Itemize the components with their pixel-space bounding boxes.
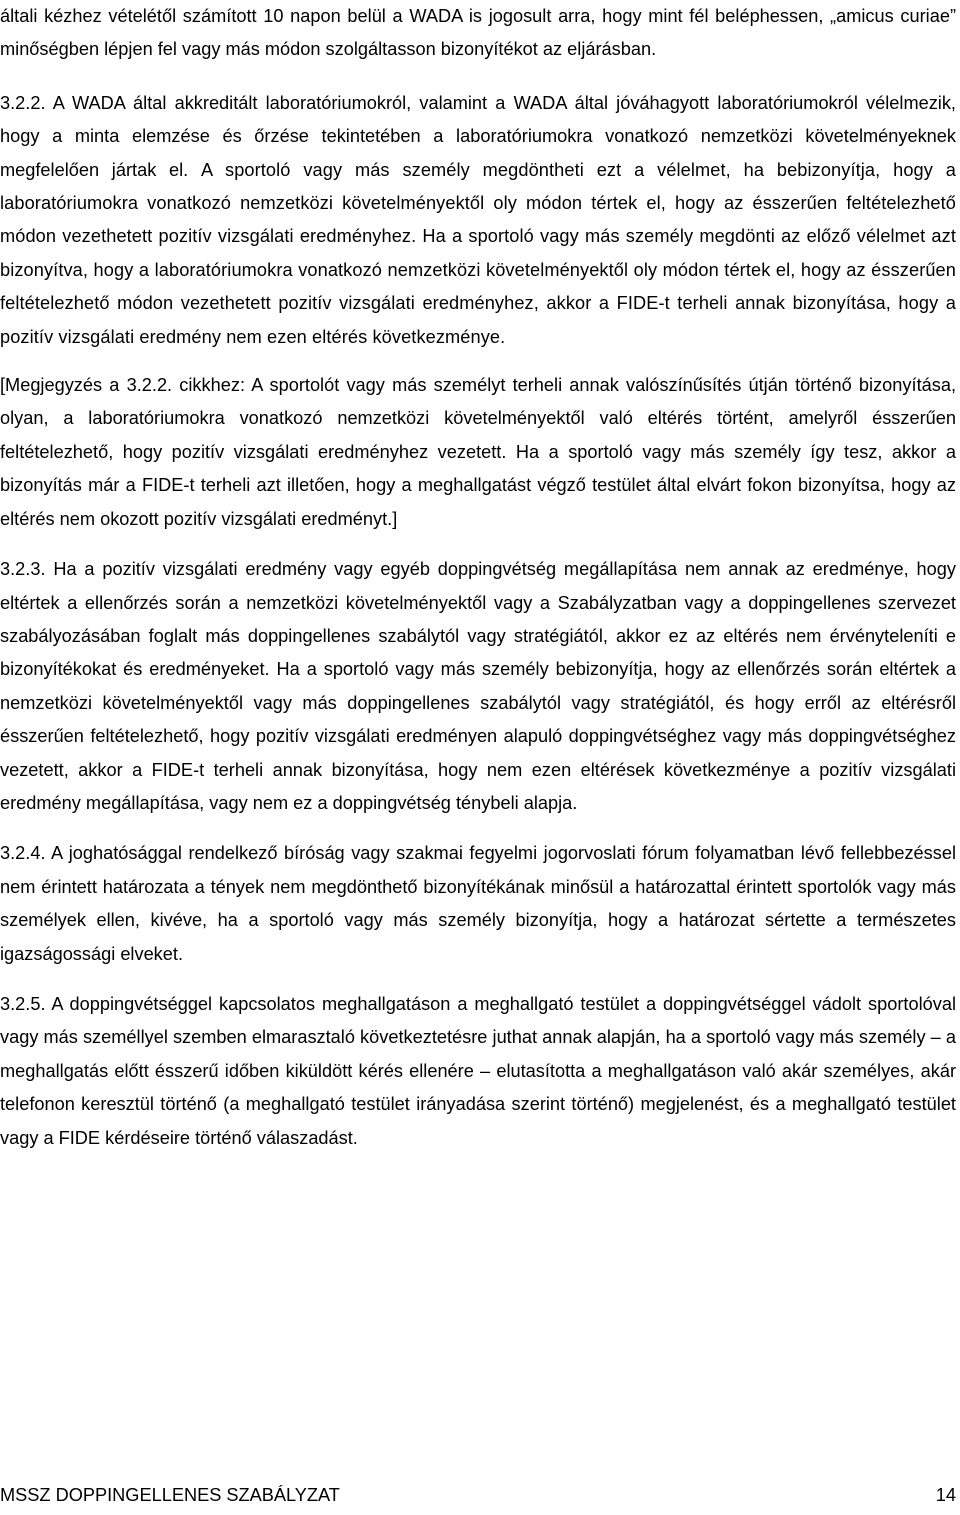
section-number-3-2-2: 3.2.2. <box>0 92 46 113</box>
paragraph-3-2-3: 3.2.3. Ha a pozitív vizsgálati eredmény vagy egyéb doppingvétség megállapítása nem annak az eredménye, hogy eltértek a ellenőrzés során a nemzetközi követelményektől vagy a Szabályzatban vagy a doppingellenes szervezet szabályozásában foglalt más doppingellenes szabálytól vagy stratégiától, akkor ez az eltérés nem érvényteleníti e bizonyítékokat és eredményeket. Ha a sportoló vagy más személy bebizonyítja, hogy az ellenőrzés során eltértek a nemzetközi követelményektől vagy más doppingellenes szabálytól vagy stratégiától, és hogy erről az eltérésről ésszerűen feltételezhető, hogy pozitív vizsgálati eredményen alapuló doppingvétséghez vagy más doppingvétséghez vezetett, akkor a FIDE-t terheli annak bizonyítása, hogy nem ezen eltérések következménye a pozitív vizsgálati eredmény megállapítása, vagy nem ez a doppingvétség ténybeli alapja. <box>0 559 956 813</box>
paragraph-3-2-5: 3.2.5. A doppingvétséggel kapcsolatos meghallgatáson a meghallgató testület a doppingvétséggel vádolt sportolóval vagy más személlyel szemben elmarasztaló következtetésre juthat annak alapján, ha a sportoló vagy más személy – a meghallgatás előtt ésszerű időben kiküldött kérés ellenére – elutasította a meghallgatáson való akár személyes, akár telefonon keresztül történő (a meghallgató testület irányadása szerint történő) megjelenést, és a meghallgató testület vagy a FIDE kérdéseire történő válaszadást. <box>0 993 956 1148</box>
page-number: 14 <box>935 1485 956 1505</box>
paragraph-3-2-2 <box>0 87 956 354</box>
rebuttal-text: A sportoló vagy más személy megdöntheti ezt a vélelmet, ha bebizonyítja, hogy a laboratóriumokra vonatkozó nemzetközi követelményektől oly módon tértek el, hogy az ésszerűen feltételezhető módon vezethetett pozitív vizsgálati eredményhez. Ha a sportoló vagy más személy megdönti az előző vélelmet azt bizonyítva, hogy a laboratóriumokra vonatkozó nemzetközi követelményektől oly módon tértek el, hogy az ésszerűen feltételezhető módon vezethetett pozitív vizsgálati eredményhez, akkor a FIDE-t terheli annak bizonyítása, hogy a pozitív vizsgálati eredmény nem ezen eltérés következménye. <box>0 159 956 347</box>
lab-presumption-text: A WADA által akkreditált laboratóriumokról, valamint a WADA által jóváhagyott laboratóriumokról vélelmezik, hogy a minta elemzése és őrzése tekintetében a laboratóriumokra vonatkozó nemzetközi követelményeknek megfelelően jártak el. <box>0 92 956 180</box>
paragraph-3-2-4: 3.2.4. A joghatósággal rendelkező bíróság vagy szakmai fegyelmi jogorvoslati fórum folyamatban lévő fellebbezéssel nem érintett határozata a tények nem megdönthető bizonyítékának minősül a határozattal érintett sportolók vagy más személyek ellen, kivéve, ha a sportoló vagy más személy bizonyítja, hogy a határozat sértette a természetes igazságossági elveket. <box>0 843 956 964</box>
commentary-3-2-2: [Megjegyzés a 3.2.2. cikkhez: A sportolót vagy más személyt terheli annak valószínűsítés útján történő bizonyítása, olyan, a laboratóriumokra vonatkozó nemzetközi követelményektől való eltérés történt, amelyről ésszerűen feltételezhető, hogy pozitív vizsgálati eredményhez vezetett. Ha a sportoló vagy más személy így tesz, akkor a bizonyítás már a FIDE-t terheli azt illetően, hogy a meghallgatást végző testület által elvárt fokon bizonyítsa, hogy az eltérés nem okozott pozitív vizsgálati eredményt.] <box>0 375 956 529</box>
footer-document-title: MSSZ DOPPINGELLENES SZABÁLYZAT <box>0 1485 340 1505</box>
page-footer <box>0 1480 956 1510</box>
paragraph-wada-intervention: általi kézhez vételétől számított 10 napon belül a WADA is jogosult arra, hogy mint fél beléphessen, „amicus curiae” minőségben lépjen fel vagy más módon szolgáltasson bizonyítékot az eljárásban. <box>0 6 956 60</box>
